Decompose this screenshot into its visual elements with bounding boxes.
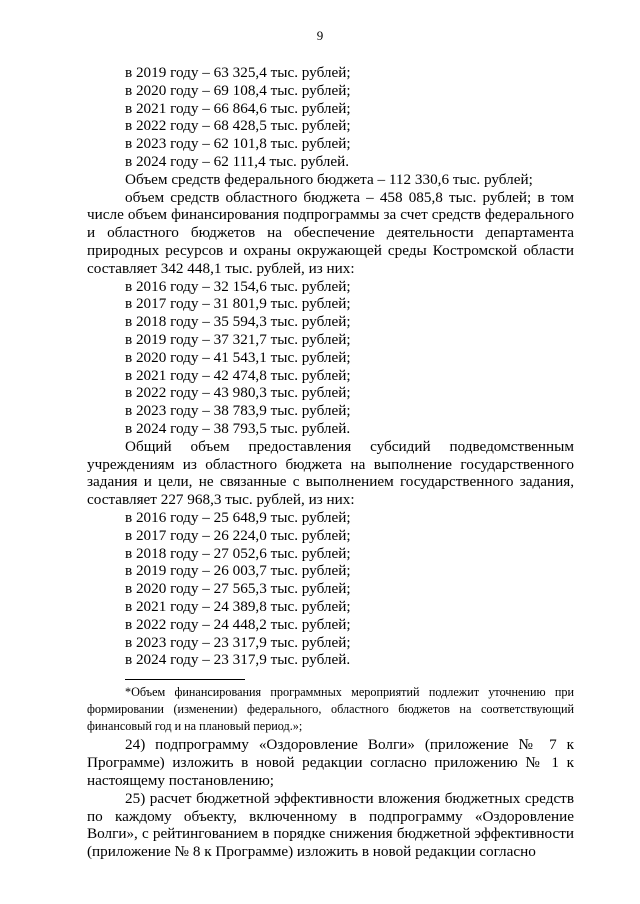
list-item: в 2018 году – 27 052,6 тыс. рублей; bbox=[125, 544, 351, 562]
list-item: в 2023 году – 62 101,8 тыс. рублей; bbox=[125, 135, 351, 153]
list-item: в 2016 году – 32 154,6 тыс. рублей; bbox=[125, 277, 351, 295]
list-item: в 2021 году – 42 474,8 тыс. рублей; bbox=[125, 366, 351, 384]
document-body bbox=[87, 64, 574, 861]
list-item: в 2019 году – 63 325,4 тыс. рублей; bbox=[125, 64, 351, 81]
funding-list-2019-2024 bbox=[87, 64, 574, 171]
list-item: в 2020 году – 27 565,3 тыс. рублей; bbox=[125, 580, 351, 598]
list-item: в 2021 году – 66 864,6 тыс. рублей; bbox=[125, 99, 351, 117]
list-item: в 2024 году – 38 793,5 тыс. рублей. bbox=[125, 419, 351, 437]
list-item: в 2019 году – 26 003,7 тыс. рублей; bbox=[125, 562, 351, 580]
list-item: в 2023 году – 23 317,9 тыс. рублей; bbox=[125, 633, 351, 651]
list-item: в 2020 году – 41 543,1 тыс. рублей; bbox=[125, 348, 351, 366]
list-item: в 2024 году – 62 111,4 тыс. рублей. bbox=[125, 152, 350, 170]
list-item: в 2020 году – 69 108,4 тыс. рублей; bbox=[125, 81, 351, 99]
subsidies-list bbox=[87, 509, 574, 669]
list-item: в 2017 году – 31 801,9 тыс. рублей; bbox=[125, 295, 351, 313]
list-item: в 2016 году – 25 648,9 тыс. рублей; bbox=[125, 508, 351, 526]
list-item: в 2021 году – 24 389,8 тыс. рублей; bbox=[125, 597, 351, 615]
list-item: в 2022 году – 43 980,3 тыс. рублей; bbox=[125, 384, 351, 402]
list-item: в 2023 году – 38 783,9 тыс. рублей; bbox=[125, 402, 351, 420]
list-item: в 2022 году – 68 428,5 тыс. рублей; bbox=[125, 117, 351, 135]
footnote: *Объем финансирования программных мероприятий подлежит уточнению при формировании (изменении) федерального, областного бюджетов на соответствующий финансовый год и на плановый период.»; bbox=[87, 685, 574, 733]
list-item: в 2017 году – 26 224,0 тыс. рублей; bbox=[125, 526, 351, 544]
item-25-paragraph: 25) расчет бюджетной эффективности вложения бюджетных средств по каждому объекту, включенному в подпрограмму «Оздоровление Волги», с рейтингованием в порядке снижения бюджетной эффективности (приложение № 8 к Программе) изложить в новой редакции согласно bbox=[87, 789, 574, 861]
federal-budget-line: Объем средств федерального бюджета – 112 330,6 тыс. рублей; bbox=[125, 170, 533, 188]
regional-budget-paragraph: объем средств областного бюджета – 458 085,8 тыс. рублей; в том числе объем финансирования подпрограммы за счет средств федерального и областного бюджетов на обеспечение деятельности департамента природных ресурсов и охраны окружающей среды Костромской области составляет 342 448,1 тыс. рублей, из них: bbox=[87, 188, 574, 277]
list-item: в 2019 году – 37 321,7 тыс. рублей; bbox=[125, 330, 351, 348]
list-item: в 2022 году – 24 448,2 тыс. рублей; bbox=[125, 615, 351, 633]
subsidies-paragraph: Общий объем предоставления субсидий подведомственным учреждениям из областного бюджета на выполнение государственного задания и цели, не связанные с выполнением государственного задания, составляет 227 968,3 тыс. рублей, из них: bbox=[87, 437, 574, 509]
list-item: в 2024 году – 23 317,9 тыс. рублей. bbox=[125, 651, 351, 669]
department-funding-list bbox=[87, 278, 574, 438]
page-number: 9 bbox=[316, 28, 324, 43]
item-24-paragraph: 24) подпрограмму «Оздоровление Волги» (приложение № 7 к Программе) изложить в новой редакции согласно приложению № 1 к настоящему постановлению; bbox=[87, 736, 574, 790]
list-item: в 2018 году – 35 594,3 тыс. рублей; bbox=[125, 313, 351, 331]
